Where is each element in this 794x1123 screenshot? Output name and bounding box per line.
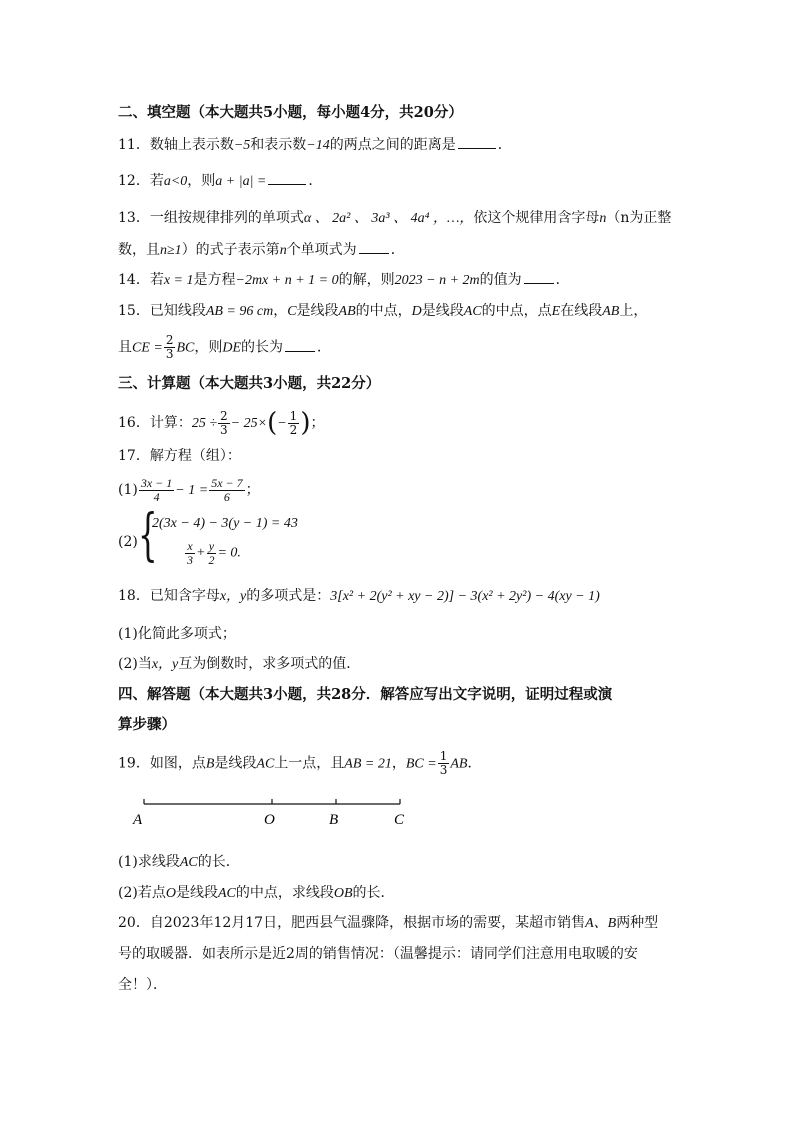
question-17-title: 17．解方程（组）：: [118, 448, 241, 464]
question-17-part-1: (1) $\frac{3x - 1}{4}$ − 1 = $\frac{5x - 7}{6}$ ；: [118, 475, 260, 504]
section-4-heading: 四、解答题（本大题共3小题，共28分．解答应写出文字说明，证明过程或演: [118, 686, 613, 703]
question-18: 18．已知含字母x，y的多项式是：3[x² + 2(y² + xy − 2)] − 3(x² + 2y²) − 4(xy − 1): [118, 588, 600, 604]
label-o: O: [264, 812, 275, 828]
question-17-part-2: (2) { 2(3x − 4) − 3(y − 1) = 43 $\frac{x}{3}$ + $\frac{y}{2}$ = 0.: [118, 503, 298, 568]
left-paren: (: [267, 408, 278, 438]
fraction: $\frac{2}{3}$: [220, 408, 228, 437]
section-2-heading: 二、填空题（本大题共5小题，每小题4分，共20分）: [118, 104, 463, 121]
question-13-line-1: 13．一组按规律排列的单项式α 、 2a² 、 3a³ 、 4a⁴ ，…，依这个规律用含字母n（n为正整: [118, 210, 672, 226]
section-3-heading: 三、计算题（本大题共3小题，共22分）: [118, 375, 381, 392]
question-13-line-2: 数，且n≥1）的式子表示第n个单项式为 ．: [118, 242, 405, 258]
question-14: 14．若x = 1是方程−2mx + n + 1 = 0的解，则2023 − n + 2m的值为 ．: [118, 272, 570, 288]
question-20-line-2: 号的取暖器．如表所示是近2周的销售情况：（温馨提示：请同学们注意用电取暖的安: [118, 946, 638, 962]
answer-blank: [268, 172, 306, 185]
question-15-line-2: 且CE = $\frac{2}{3}$ BC，则DE的长为 ．: [118, 333, 332, 361]
label-c: C: [394, 812, 405, 828]
question-20-line-1: 20．自2023年12月17日，肥西县气温骤降，根据市场的需要，某超市销售A、B两种型: [118, 915, 659, 931]
question-19-part-2: (2)若点O是线段AC的中点，求线段OB的长．: [118, 885, 395, 901]
fraction: $\frac{5x - 7}{6}$: [211, 475, 243, 504]
label-b: B: [329, 812, 339, 828]
line-segment-diagram: [128, 792, 428, 832]
question-19-part-1: (1)求线段AC的长．: [118, 854, 240, 870]
answer-blank: [524, 271, 554, 284]
fraction: $\frac{3x - 1}{4}$: [140, 475, 173, 504]
fraction: $\frac{1}{2}$: [289, 408, 298, 437]
answer-blank: [285, 339, 315, 352]
right-paren: ): [300, 408, 311, 438]
fraction: $\frac{x}{3}$: [187, 539, 193, 567]
fraction: $\frac{y}{2}$: [208, 539, 215, 567]
question-18-part-1: (1)化简此多项式；: [118, 626, 236, 642]
question-16: 16．计算：25 ÷ $\frac{2}{3}$ − 25×(− $\frac{1}{2}$ )；: [118, 408, 325, 438]
question-15-line-1: 15．已知线段AB = 96 cm，C是线段AB的中点，D是线段AC的中点，点E在线段AB上，: [118, 303, 648, 319]
label-a: A: [133, 812, 143, 828]
fraction: $\frac{2}{3}$: [165, 333, 174, 361]
answer-blank: [458, 136, 496, 149]
question-20-line-3: 全！）．: [118, 977, 167, 993]
question-18-part-2: (2)当x，y互为倒数时，求多项式的值．: [118, 656, 361, 672]
left-brace: {: [138, 503, 158, 568]
answer-blank: [359, 241, 389, 254]
question-11: 11．数轴上表示数−5和表示数−14的两点之间的距离是 ．: [118, 137, 512, 153]
section-4-heading-cont: 算步骤）: [118, 716, 176, 733]
fraction: $\frac{1}{3}$: [439, 749, 448, 777]
question-12: 12．若a<0，则a + |a| = ．: [118, 173, 323, 189]
question-19: 19．如图，点B是线段AC上一点，且AB = 21，BC = $\frac{1}{3}$ AB．: [118, 749, 482, 777]
